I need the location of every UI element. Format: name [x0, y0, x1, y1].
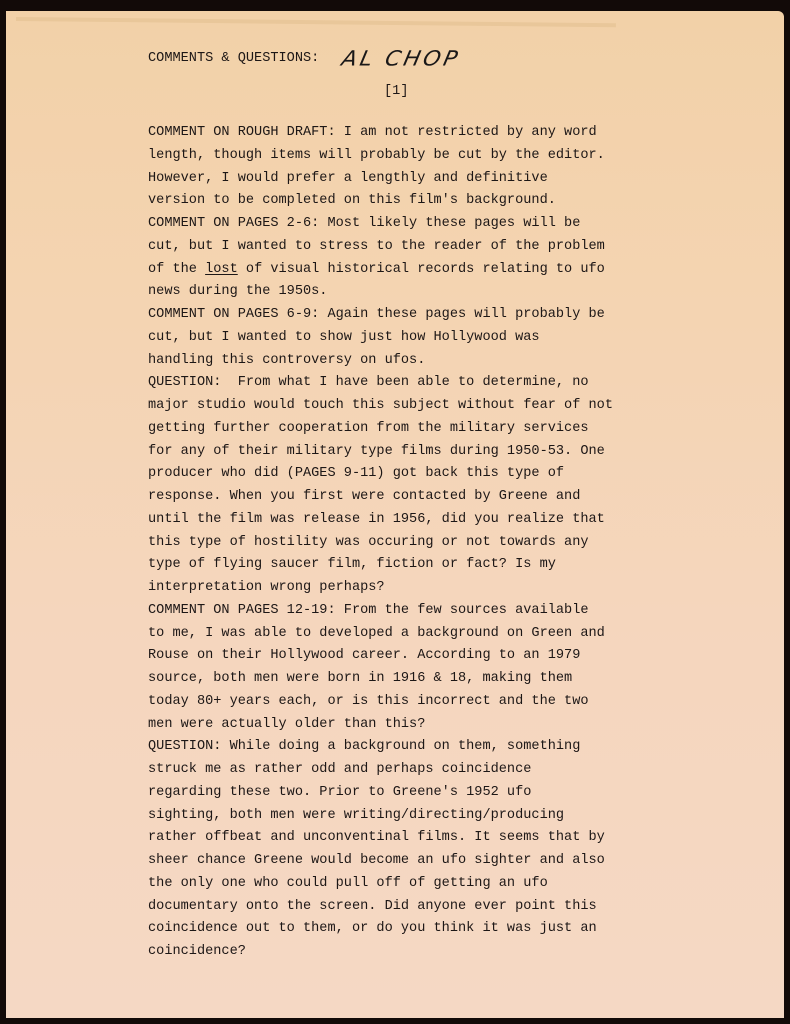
text-line: QUESTION: From what I have been able to determine, no [148, 375, 589, 391]
text-line: handling this controversy on ufos. [148, 352, 426, 368]
text-line: length, though items will probably be cut by the editor. [148, 147, 605, 163]
text-line: for any of their military type films during 1950-53. One [148, 443, 605, 459]
text-line: interpretation wrong perhaps? [148, 580, 385, 595]
page-number: [1] [384, 84, 409, 99]
text-line: regarding these two. Prior to Greene's 1952 ufo [148, 784, 532, 800]
text-line: today 80+ years each, or is this incorrect and the two [148, 693, 589, 709]
text-line: sheer chance Greene would become an ufo sighter and also [148, 853, 605, 868]
text-line: COMMENT ON PAGES 2-6: Most likely these pages will be [148, 216, 581, 231]
paper-page [6, 11, 784, 1018]
text-line: source, both men were born in 1916 & 18, making them [148, 671, 573, 686]
text-line: COMMENT ON PAGES 6-9: Again these pages will probably be [148, 307, 605, 322]
text-line: producer who did (PAGES 9-11) got back this type of [148, 466, 565, 482]
text-line: COMMENT ON PAGES 12-19: From the few sources available [148, 602, 589, 618]
text-line: QUESTION: While doing a background on them, something [148, 739, 581, 755]
handwritten-name: AL CHOP [339, 47, 463, 72]
text-line: COMMENT ON ROUGH DRAFT: I am not restricted by any word [148, 125, 597, 140]
underlined-word: lost [205, 261, 238, 277]
text-line: the only one who could pull off of getting an ufo [148, 875, 548, 891]
text-line: struck me as rather odd and perhaps coincidence [148, 762, 532, 777]
text-line [148, 259, 768, 282]
text-line: version to be completed on this film's background. [148, 193, 556, 209]
text-line: this type of hostility was occuring or not towards any [148, 534, 589, 550]
text-line: news during the 1950s. [148, 284, 328, 300]
text-line: cut, but I wanted to stress to the reader of the problem [148, 238, 605, 254]
text-line: getting further cooperation from the military services [148, 420, 589, 436]
text-line: coincidence out to them, or do you think it was just an [148, 921, 597, 937]
text-line: Rouse on their Hollywood career. According to an 1979 [148, 648, 581, 664]
text-segment: of visual historical records relating to ufo [237, 261, 605, 277]
text-line: However, I would prefer a lengthly and definitive [148, 170, 548, 186]
text-line: cut, but I wanted to show just how Hollywood was [148, 329, 540, 345]
text-line: major studio would touch this subject without fear of not [148, 398, 613, 413]
text-line: men were actually older than this? [148, 716, 426, 732]
text-line: documentary onto the screen. Did anyone ever point this [148, 898, 597, 914]
body-text [148, 122, 768, 964]
text-line: type of flying saucer film, fiction or fact? Is my [148, 557, 556, 573]
text-line: to me, I was able to developed a background on Green and [148, 625, 605, 641]
text-line: until the film was release in 1956, did you realize that [148, 511, 605, 527]
text-line: sighting, both men were writing/directing/producing [148, 807, 565, 823]
paper-edge [16, 17, 616, 27]
header-label: COMMENTS & QUESTIONS: [148, 51, 328, 66]
text-segment: of the [148, 261, 206, 277]
text-line: coincidence? [148, 944, 246, 959]
text-line: response. When you first were contacted by Greene and [148, 489, 581, 504]
text-line: rather offbeat and unconventinal films. It seems that by [148, 830, 605, 846]
